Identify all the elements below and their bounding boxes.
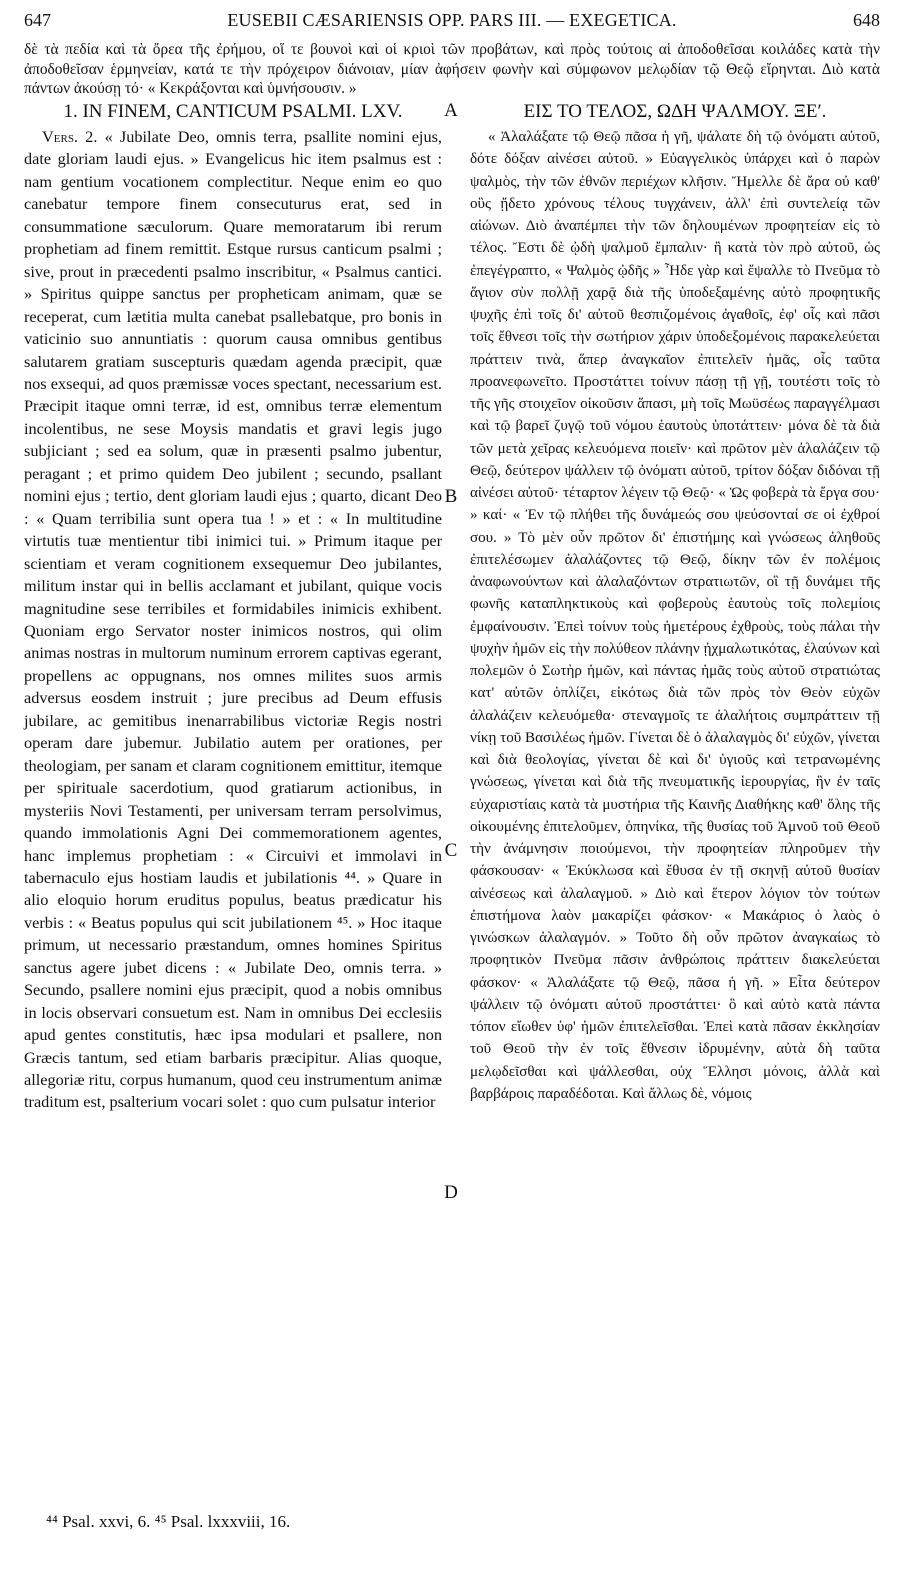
page-number-right: 648 [853,10,880,30]
latin-column [24,100,442,1114]
latin-text: « Jubilate Deo, omnis terra, psallite nomini ejus, date gloriam laudi ejus. » Evangelicus hic item psalmus est : nam gentium vocationem complectitur. Neque enim eo quo canebatur tempore finem consecuturus erat, sed in consummatione sæculorum. Quare memoratarum ibi rerum prophetiam ad finem remittit. Estque rursus canticum psalmi ; sive, prout in præcedenti psalmo inscribitur, « Psalmus cantici. » Spiritus quippe sanctus per propheticam animam, quæ se receperat, cum lætitia multa canebat psallebatque, pro bonis in vaticinio suo annuntiatis : quorum causa omnibus gentibus salutarem gratiam suscepturis quædam agenda præcipit, quæ nos exsequi, ad quos præmissæ voces spectant, necessarium est. Præcipit itaque omni terræ, id est, omnibus terræ elementum incolentibus, ne sese Moysis mandatis et gravi legis jugo subjiciant ; sed ea solum, quæ in præsenti psalmo jubentur, peragant ; et primo quidem Deo jubilent ; secundo, psallant nomini ejus ; tertio, dent gloriam laudi ejus ; quarto, dicant Deo : « Quam terribilia sunt opera tua ! » et : « In multitudine virtutis tuæ mentientur tibi inimici tui. » Primum itaque per scientiam et veram cognitionem exsequemur Deo jubilantes, militum instar qui in bellis acclamant et jubilant, quique vocis magnitudine sese terribiles et formidabiles inimicis exhibent. Quoniam ergo Servator noster inimicos nostros, qui olim animas nostras in multorum numinum errorem captivas egerant, propellens ac oppugnans, nos omnes milites suos armis adversus eosdem instruit ; jure precibus ad Deum effusis jubilare, ac gemitibus inenarrabilibus victoriæ Regis nostri operam dare jubemur. Jubilatio autem per orationes, per theologiam, per sanam et claram cognitionem emittitur, itemque per spirituale sacerdotium, quod gratiarum actionibus, in mysteriis Novi Testamenti, per universam terram persolvimus, quando immolationis Agni Dei commemorationem agentes, hanc implemus prophetiam : « Circuivi et immolavi in tabernaculo ejus hostiam laudis et jubilationis ⁴⁴. » Quare in alio eloquio horum eruditus populus, beatus prædicatur his verbis : « Beatus populus qui scit jubilationem ⁴⁵. » Hoc itaque primum, ut necessario præstandum, omnes homines Spiritus sanctus agere jubet dicens : « Jubilate Deo, omnis terra. » Secundo, psallere nomini ejus præcipit, quod a nobis omnibus in locis observari consuetum est. Nam in omnibus Dei ecclesiis apud gentes constitutis, hæc ipsa modulari et psallere, non Græcis tantum, sed etiam barbaris præcipitur. Alias quoque, allegoriæ ritu, corpus humanum, quod ceu instrumentum animæ traditum est, psalterium vocari solet : quo cum pulsatur interior [24,127,442,1112]
page-number-left: 647 [24,10,51,30]
margin-marker-b: B [444,486,458,507]
carry-over-greek-text: δὲ τὰ πεδία καὶ τὰ ὄρεα τῆς ἐρήμου, οἵ τε βουνοὶ καὶ οἱ κριοὶ τῶν προβάτων, καὶ πρὸς τούτοις αἱ ἀποδοθεῖσαι κοιλάδες κατὰ τὴν ἀποδοθεῖσαν ἑρμηνείαν, κατά τε τὴν πρόχειρον διάνοιαν, μίαν ἀφήσειν φωνὴν καὶ σύμφωνον μελῳδίαν τῷ Θεῷ εἴρηνται. Διὸ κατὰ πάντων ἀκούσῃ τό· « Κεκράξονται καὶ ὑμνήσουσιν. » [24,41,880,97]
latin-body [24,126,442,1114]
greek-body [470,126,880,1105]
running-title: EUSEBII CÆSARIENSIS OPP. PARS III. — EXEGETICA. [227,10,677,30]
greek-section-heading: ΕΙΣ ΤΟ ΤΕΛΟΣ, ΩΔΗ ΨΑΛΜΟΥ. ΞΕʹ. [523,101,827,122]
running-header [24,6,880,34]
margin-marker-c: C [444,840,458,861]
margin-marker-d: D [444,1182,458,1203]
latin-section-heading: 1. IN FINEM, CANTICUM PSALMI. LXV. [63,101,403,122]
latin-paragraph [24,126,442,1114]
margin-marker-a: A [444,100,458,121]
greek-column [470,100,880,1105]
verse-label: Vers. 2. [42,127,98,146]
greek-paragraph: « Ἀλαλάξατε τῷ Θεῷ πᾶσα ἡ γῆ, ψάλατε δὴ τῷ ὀνόματι αὐτοῦ, δότε δόξαν αἰνέσει αὐτοῦ. » Εὐαγγελικὸς ὑπάρχει καὶ ὁ παρὼν ψαλμὸς, τὴν τῶν ἐθνῶν περιέχων κλῆσιν. Ἤμελλε δὲ ἄρα οὐ καθ' οὓς ᾔδετο χρόνους τέλους τυγχάνειν, ἀλλ' ἐπὶ συντελείᾳ τῶν αἰώνων. Διὸ ἀναπέμπει τὴν τῶν δηλουμένων προφητείαν εἰς τὸ τέλος. Ἔστι δὲ ᾠδὴ ψαλμοῦ ἔμπαλιν· ἢ κατὰ τὸν πρὸ αὐτοῦ, ὡς ἐπεγέγραπτο, « Ψαλμὸς ᾠδῆς » Ἦδε γὰρ καὶ ἔψαλλε τὸ Πνεῦμα τὸ ἅγιον σὺν πολλῇ χαρᾷ διὰ τῆς ὑποδεξαμένης αὐτὸ προφητικῆς ψυχῆς ἐπὶ τοῖς δι' αὐτοῦ θεσπιζομένοις ἀγαθοῖς, ἐφ' οἷς καὶ πᾶσι τοῖς ἔθνεσι τοῖς τὴν σωτήριον χάριν ὑποδεξομένοις παρακελεύεται πράττειν τινὰ, ἅπερ ἀναγκαῖον ἐπιτελεῖν ἡμᾶς, οἷς ταῦτα προανεφωνεῖτο. Προστάττει τοίνυν πάσῃ τῇ γῇ, τουτέστι τοῖς τὸ τῆς γῆς στοιχεῖον οἰκοῦσιν ἅπασι, μὴ τοῖς Μωϋσέως παραγγέλμασι καὶ τῷ βαρεῖ ζυγῷ τοῦ νόμου ἑαυτοὺς ὑποτάττειν· μόνα δὲ τὰ διὰ τῶν μετὰ χεῖρας κελευόμενα ποιεῖν· καὶ πρῶτον μὲν ἀλαλάζειν τῷ Θεῷ, δεύτερον ψάλλειν τῷ ὀνόματι αὐτοῦ, τρίτον δόξαν διδόναι τῇ αἰνέσει αὐτοῦ· τέταρτον λέγειν τῷ Θεῷ· « Ὡς φοβερὰ τὰ ἔργα σου· » καί· « Ἐν τῷ πλήθει τῆς δυνάμεώς σου ψεύσονταί σε οἱ ἐχθροί σου. » Τὸ μὲν οὖν πρῶτον δι' ἐπιστήμης καὶ γνώσεως ἀληθοῦς ἐπιτελέσωμεν ἀλαλάζοντες τῷ Θεῷ, δίκην τῶν ἐν πολέμοις ἀναφωνούντων καὶ ἀλαλαζόντων στρατιωτῶν, οἳ τῇ δυνάμει τῆς φωνῆς καταπληκτικοὺς καὶ φοβεροὺς ἑαυτοὺς τοῖς πολεμίοις ἐμφαίνουσιν. Ἐπεὶ τοίνυν τοὺς ἡμετέρους ἐχθροὺς, τοὺς πάλαι τὴν ψυχὴν ἡμῶν εἰς τὴν πολύθεον πλάνην ᾐχμαλωτικότας, ἐλαύνων καὶ πολεμῶν ὁ Σωτὴρ ἡμῶν, καὶ πάντας ἡμᾶς τοὺς αὐτοῦ στρατιώτας κατ' αὐτῶν ὁπλίζει, εἰκότως διὰ τῶν πρὸς τὸν Θεὸν εὐχῶν ἀλαλάζειν κελευόμεθα· στεναγμοῖς τε ἀλαλήτοις συμπράττειν τῇ νίκῃ τοῦ Βασιλέως ἡμῶν. Γίνεται δὲ ὁ ἀλαλαγμὸς δι' εὐχῶν, γίνεται καὶ διὰ θεολογίας, γίνεται δὲ καὶ δι' ὑγιοῦς καὶ τετρανωμένης γνώσεως, γίνεται καὶ διὰ τῆς πνευματικῆς ἱερουργίας, ἣν ἐν ταῖς εὐχαριστίαις κατὰ τὰ μυστήρια τῆς Καινῆς Διαθήκης καθ' ὅλης τῆς οἰκουμένης ἐπιτελοῦμεν, ὁπηνίκα, τῆς θυσίας τοῦ Ἀμνοῦ τοῦ Θεοῦ τὴν ἀνάμνησιν ποιούμενοι, τὴν προφητείαν πληροῦμεν τὴν φάσκουσαν· « Ἐκύκλωσα καὶ ἔθυσα ἐν τῇ σκηνῇ αὐτοῦ θυσίαν αἰνέσεως καὶ ἀλαλαγμοῦ. » Διὸ καὶ ἕτερον λόγιον τὸν τούτων ἐπιστήμονα λαὸν μακαρίζει φάσκον· « Μακάριος ὁ λαὸς ὁ γινώσκων ἀλαλαγμόν. » Τοῦτο δὴ οὖν πρῶτον ἀναγκαίως τὸ προφητικὸν Πνεῦμα πᾶσιν ἀνθρώποις πράττειν διακελεύεται φάσκον· « Ἀλαλάξατε τῷ Θεῷ, πᾶσα ἡ γῆ. » Εἶτα δεύτερον ψάλλειν τῷ ὀνόματι αὐτοῦ προστάττει· ὃ καὶ αὐτὸ κατὰ πάντα τόπον εἴωθεν ὑφ' ἡμῶν ἐπιτελεῖσθαι. Ἐπεὶ κατὰ πᾶσαν ἐκκλησίαν τοῦ Θεοῦ τὴν ἐν τοῖς ἔθνεσιν ἱδρυμένην, αὐτὰ δὴ ταῦτα μελῳδεῖσθαι καὶ ψάλλεσθαι, οὐχ Ἕλλησι μόνοις, ἀλλὰ καὶ βαρβάροις παραδέδοται. Καὶ ἄλλως δὲ, νόμοις [470,129,880,1102]
footnotes: ⁴⁴ Psal. xxvi, 6. ⁴⁵ Psal. lxxxviii, 16. [46,1512,291,1531]
